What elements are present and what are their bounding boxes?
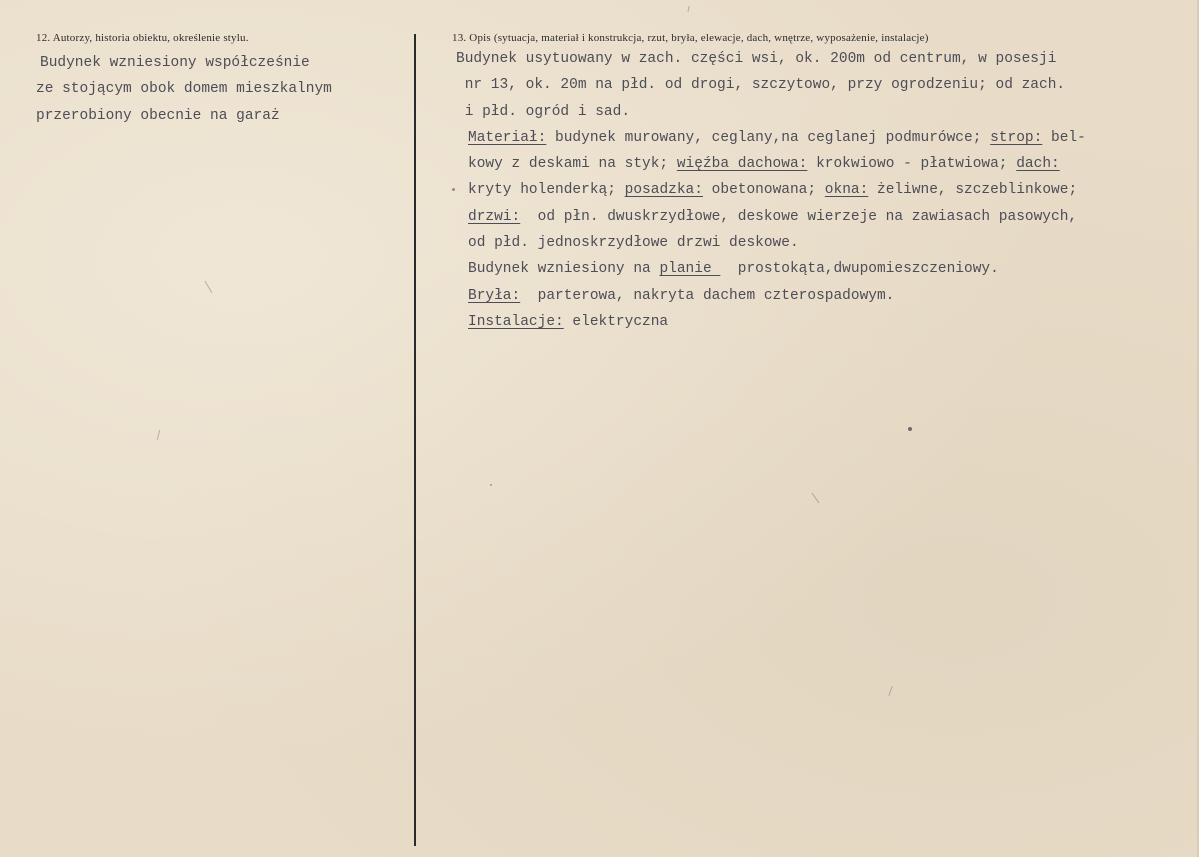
label-bryla: Bryła: (468, 287, 521, 304)
line6-text1: kryty holenderką; (468, 182, 625, 199)
line6-text2: obetonowana; (702, 182, 825, 199)
paper-scratch (888, 686, 892, 696)
section-13 (452, 32, 1192, 335)
section-13-line-11 (452, 309, 1192, 335)
section-13-line-5 (452, 151, 1192, 177)
label-dach: dach: (1016, 156, 1060, 173)
section-13-line-1: Budynek usytuowany w zach. części wsi, ok. 200m od centrum, w posesji (456, 51, 1057, 67)
paper-scratch (687, 6, 689, 12)
label-instalacje: Instalacje: (468, 313, 564, 330)
section-13-line-7 (452, 204, 1192, 230)
section-13-body (452, 46, 1192, 335)
section-12-line-2: ze stojącym obok domem mieszkalnym (36, 81, 332, 98)
section-13-line-3: i płd. ogród i sad. (456, 103, 631, 120)
material-text: budynek murowany, ceglany,na ceglanej podmurówce; (546, 129, 991, 146)
label-wiezba: więźba dachowa: (676, 156, 808, 173)
label-drzwi: drzwi: (468, 208, 521, 225)
section-12-line-3: przerobiony obecnie na garaż (36, 107, 280, 124)
section-12-body (36, 50, 406, 129)
column-divider (414, 34, 416, 846)
paper-speck (908, 427, 912, 431)
line5-text1: kowy z deskami na styk; (468, 156, 677, 173)
section-13-line-8: od płd. jednoskrzydłowe drzwi deskowe. (468, 235, 799, 252)
line9-text2: prostokąta,dwupomieszczeniowy. (720, 261, 999, 278)
section-13-line-10 (452, 283, 1192, 309)
paper-speck (452, 188, 455, 191)
section-12 (36, 32, 406, 129)
line7-text1: od płn. dwuskrzydłowe, deskowe wierzeje na zawiasach pasowych, (520, 208, 1078, 225)
section-13-line-2: nr 13, ok. 20m na płd. od drogi, szczytowo, przy ogrodzeniu; od zach. (456, 77, 1066, 94)
paper-speck (490, 484, 492, 486)
section-12-line-1: Budynek wzniesiony współcześnie (40, 55, 310, 71)
label-strop: strop: (990, 129, 1043, 146)
line6-text3: żeliwne, szczeblinkowe; (868, 182, 1078, 199)
section-13-line-4 (452, 125, 1192, 151)
section-13-line-6 (452, 177, 1192, 203)
line5-text2: krokwiowo - płatwiowa; (807, 156, 1017, 173)
paper-scratch (205, 281, 213, 294)
label-okna: okna: (824, 182, 869, 199)
section-13-header: 13. Opis (sytuacja, materiał i konstrukcja, rzut, bryła, elewacje, dach, wnętrze, wyposażenie, instalacje) (452, 32, 929, 44)
strop-text: bel- (1042, 129, 1086, 146)
line9-text1: Budynek wzniesiony na (468, 261, 660, 278)
label-plan: planie (659, 261, 721, 278)
line11-text1: elektryczna (563, 313, 669, 330)
paper-scratch (157, 430, 161, 440)
label-posadzka: posadzka: (624, 182, 703, 199)
paper-scratch (812, 493, 820, 503)
section-12-header: 12. Autorzy, historia obiektu, określenie stylu. (36, 32, 249, 44)
label-material: Materiał: (468, 129, 547, 146)
line10-text1: parterowa, nakryta dachem czterospadowym. (520, 287, 895, 304)
section-13-line-9 (452, 256, 1192, 282)
